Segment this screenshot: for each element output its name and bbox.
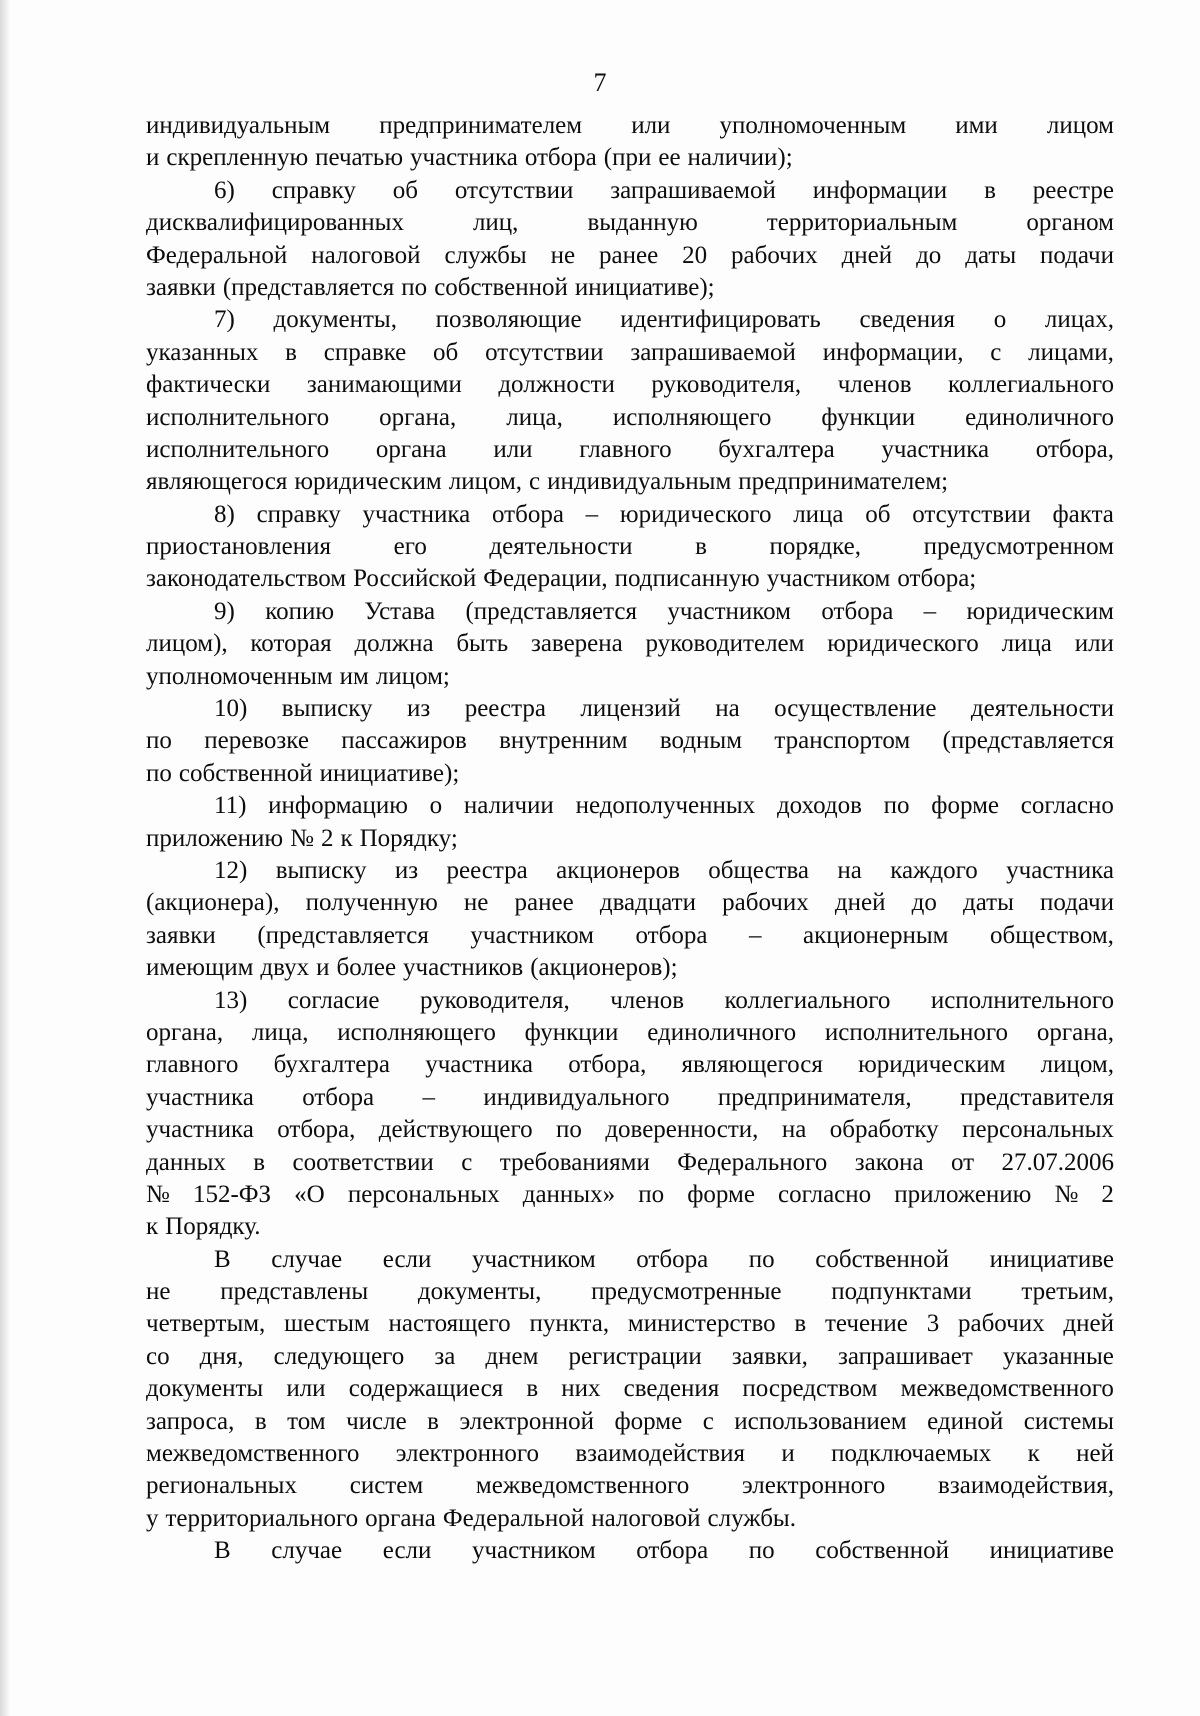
text-line: не представлены документы, предусмотренные подпунктами третьим, xyxy=(146,1278,1114,1306)
text-line: В случае если участником отбора по собственной инициативе xyxy=(214,1245,1114,1273)
text-line: по собственной инициативе); xyxy=(146,759,460,787)
text-line: исполнительного органа или главного бухгалтера участника отбора, xyxy=(146,435,1114,463)
text-line: заявки (представляется по собственной инициативе); xyxy=(146,273,715,301)
text-line: органа, лица, исполняющего функции единоличного исполнительного органа, xyxy=(146,1018,1114,1046)
text-line: и скрепленную печатью участника отбора (при ее наличии); xyxy=(146,144,793,172)
text-line: приостановления его деятельности в порядке, предусмотренном xyxy=(146,533,1114,561)
text-line: 12) выписку из реестра акционеров общества на каждого участника xyxy=(214,856,1114,884)
scan-edge-shadow xyxy=(0,0,10,1716)
text-line: участника отбора – индивидуального предпринимателя, представителя xyxy=(146,1083,1114,1111)
text-line: запроса, в том числе в электронной форме с использованием единой системы xyxy=(146,1407,1114,1435)
text-line: участника отбора, действующего по доверенности, на обработку персональных xyxy=(146,1116,1114,1144)
text-line: лицом), которая должна быть заверена руководителем юридического лица или xyxy=(146,630,1114,658)
text-line: четвертым, шестым настоящего пункта, министерство в течение 3 рабочих дней xyxy=(146,1310,1114,1338)
text-line: 11) информацию о наличии недополученных доходов по форме согласно xyxy=(214,792,1114,820)
text-line: № 152-ФЗ «О персональных данных» по форме согласно приложению № 2 xyxy=(146,1180,1114,1208)
text-line: индивидуальным предпринимателем или уполномоченным ими лицом xyxy=(146,112,1114,139)
text-line: документы или содержащиеся в них сведения посредством межведомственного xyxy=(146,1375,1114,1403)
text-line: приложению № 2 к Порядку; xyxy=(146,824,458,852)
text-line: фактически занимающими должности руководителя, членов коллегиального xyxy=(146,371,1114,399)
text-line: 6) справку об отсутствии запрашиваемой информации в реестре xyxy=(214,176,1114,204)
text-line: заявки (представляется участником отбора – акционерным обществом, xyxy=(146,921,1114,949)
text-line: законодательством Российской Федерации, подписанную участником отбора; xyxy=(146,565,977,593)
text-line: указанных в справке об отсутствии запрашиваемой информации, с лицами, xyxy=(146,338,1114,366)
text-line: данных в соответствии с требованиями Федерального закона от 27.07.2006 xyxy=(146,1148,1114,1176)
text-line: дисквалифицированных лиц, выданную территориальным органом xyxy=(146,209,1114,237)
text-line: региональных систем межведомственного электронного взаимодействия, xyxy=(146,1472,1114,1500)
text-line: В случае если участником отбора по собственной инициативе xyxy=(214,1537,1114,1565)
text-line: 13) согласие руководителя, членов коллегиального исполнительного xyxy=(214,986,1114,1014)
text-line: со дня, следующего за днем регистрации заявки, запрашивает указанные xyxy=(146,1342,1114,1370)
text-line: 10) выписку из реестра лицензий на осуществление деятельности xyxy=(214,695,1114,723)
text-line: 8) справку участника отбора – юридического лица об отсутствии факта xyxy=(214,500,1114,528)
text-line: к Порядку. xyxy=(146,1213,261,1241)
text-line: уполномоченным им лицом; xyxy=(146,662,450,690)
text-line: (акционера), полученную не ранее двадцати рабочих дней до даты подачи xyxy=(146,889,1114,917)
document-body xyxy=(146,110,1114,1568)
text-line: имеющим двух и более участников (акционеров); xyxy=(146,954,678,982)
text-line: по перевозке пассажиров внутренним водным транспортом (представляется xyxy=(146,727,1114,755)
text-line: Федеральной налоговой службы не ранее 20 рабочих дней до даты подачи xyxy=(146,241,1114,269)
text-line: 7) документы, позволяющие идентифицировать сведения о лицах, xyxy=(214,306,1114,334)
text-line: главного бухгалтера участника отбора, являющегося юридическим лицом, xyxy=(146,1051,1114,1079)
text-line: являющегося юридическим лицом, с индивидуальным предпринимателем; xyxy=(146,468,949,496)
text-line: исполнительного органа, лица, исполняющего функции единоличного xyxy=(146,403,1114,431)
text-line: 9) копию Устава (представляется участником отбора – юридическим xyxy=(214,597,1114,625)
page-number: 7 xyxy=(593,68,607,97)
text-line: межведомственного электронного взаимодействия и подключаемых к ней xyxy=(146,1440,1114,1468)
text-line: у территориального органа Федеральной налоговой службы. xyxy=(146,1504,796,1532)
